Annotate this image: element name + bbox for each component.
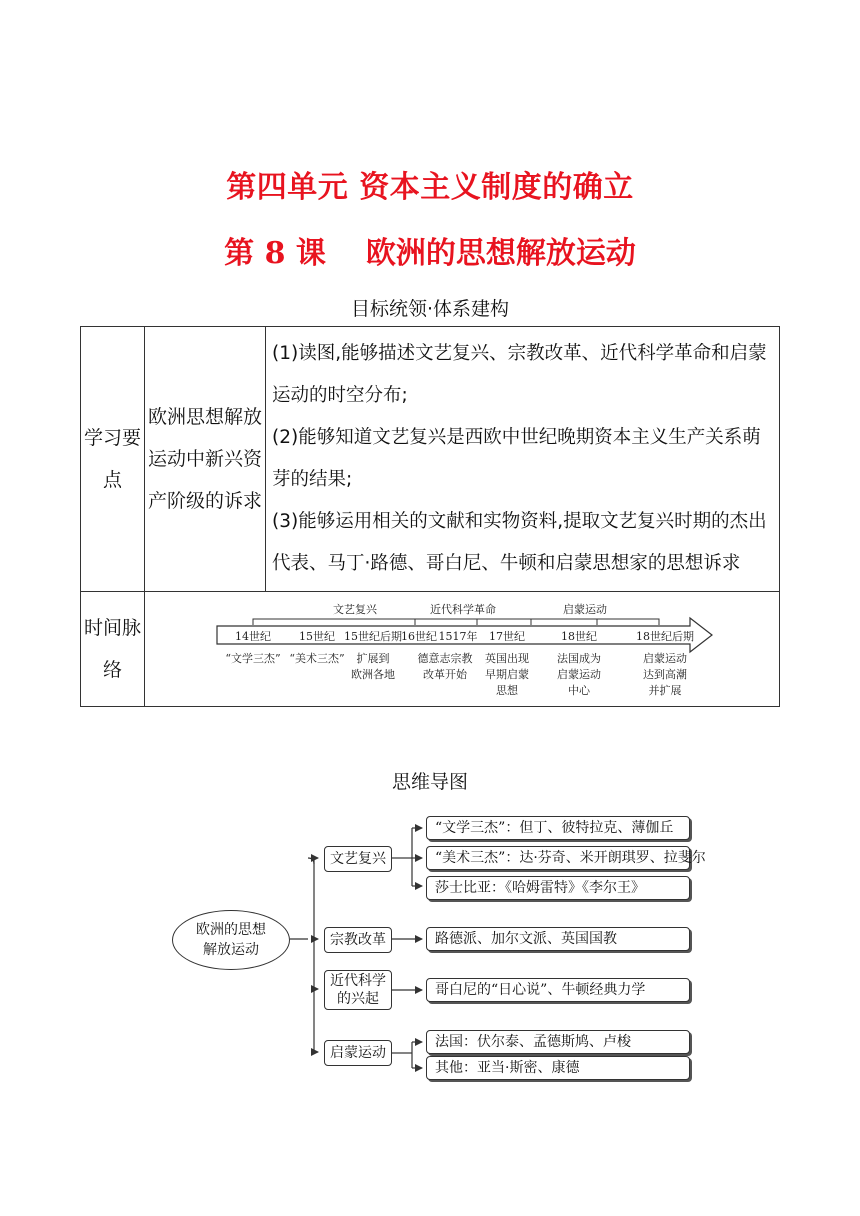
tick-label: 17世纪: [489, 630, 525, 643]
branch-label: 启蒙运动: [330, 1045, 386, 1061]
branch-enlightenment: [324, 1040, 392, 1066]
key-topic: 欧洲思想解放运动中新兴资产阶级的诉求: [145, 327, 266, 592]
tick-label: 18世纪: [561, 630, 597, 643]
leaf-text: 法国：伏尔泰、孟德斯鸠、卢梭: [435, 1034, 631, 1050]
mind-map: [160, 800, 706, 1090]
timeline-diagram: [145, 593, 779, 705]
goals-table: [80, 326, 780, 707]
section-heading-mindmap: 思维导图: [391, 771, 468, 793]
row-label-key-points: 学习要点: [81, 327, 145, 592]
leaf-reformation-sects: [426, 927, 690, 951]
event-text: 扩展到: [356, 652, 390, 665]
branch-label: 文艺复兴: [330, 851, 386, 867]
event-text: 并扩展: [648, 684, 682, 697]
learning-point: (1)读图,能够描述文艺复兴、宗教改革、近代科学革命和启蒙运动的时空分布;: [272, 343, 767, 406]
lesson-name: 欧洲的思想解放运动: [365, 236, 636, 271]
root-line: 解放运动: [203, 942, 259, 958]
section-heading-goals: 目标统领·体系建构: [350, 298, 510, 320]
branch-renaissance: [324, 846, 392, 872]
period-scientific-revolution: 近代科学革命: [430, 603, 496, 616]
tick-label: 1517年: [438, 630, 478, 643]
event-text: “美术三杰”: [289, 652, 345, 665]
timeline-cell: [145, 592, 780, 707]
event-text: 中心: [568, 684, 590, 697]
tick-label: 16世纪: [401, 630, 437, 643]
lesson-prefix: 第: [224, 236, 255, 271]
tick-label: 15世纪后期: [344, 630, 402, 643]
row-label-timeline: 时间脉络: [81, 592, 145, 707]
leaf-text: “文学三杰”：但丁、彼特拉克、薄伽丘: [435, 820, 674, 836]
event-text: 启蒙运动: [643, 652, 687, 665]
leaf-shakespeare: [426, 876, 690, 900]
learning-point: (2)能够知道文艺复兴是西欧中世纪晚期资本主义生产关系萌芽的结果;: [272, 427, 761, 490]
lesson-number: 8: [264, 236, 286, 271]
branch-reformation: [324, 927, 392, 953]
leaf-other-thinkers: [426, 1056, 690, 1080]
leaf-art-trio: [426, 846, 706, 870]
period-renaissance: 文艺复兴: [333, 603, 377, 616]
unit-title: 第四单元 资本主义制度的确立: [226, 170, 634, 205]
learning-points: [266, 327, 780, 592]
lesson-suffix: 课: [295, 236, 326, 271]
leaf-text: 哥白尼的“日心说”、牛顿经典力学: [435, 982, 646, 998]
event-text: 启蒙运动: [557, 668, 601, 681]
lesson-title: [0, 228, 860, 272]
leaf-literature-trio: [426, 816, 690, 840]
event-text: 早期启蒙: [485, 668, 529, 681]
branch-label: 的兴起: [337, 991, 379, 1007]
event-text: 欧洲各地: [351, 668, 395, 681]
branch-science: [324, 970, 392, 1010]
event-text: 德意志宗教: [417, 652, 473, 665]
tick-label: 15世纪: [299, 630, 335, 643]
mind-map-root: [172, 910, 290, 970]
branch-label: 宗教改革: [330, 932, 386, 948]
leaf-science: [426, 978, 690, 1002]
root-line: 欧洲的思想: [196, 922, 266, 938]
tick-label: 14世纪: [235, 630, 271, 643]
event-text: “文学三杰”: [225, 652, 281, 665]
event-text: 改革开始: [423, 668, 467, 681]
leaf-text: 莎士比亚：《哈姆雷特》《李尔王》: [435, 880, 645, 896]
leaf-text: “美术三杰”：达·芬奇、米开朗琪罗、拉斐尔: [435, 850, 706, 866]
branch-label: 近代科学: [330, 973, 386, 989]
leaf-text: 其他：亚当·斯密、康德: [435, 1060, 580, 1076]
table-row: [81, 327, 780, 592]
leaf-france-thinkers: [426, 1030, 690, 1054]
event-text: 思想: [496, 684, 518, 697]
period-enlightenment: 启蒙运动: [563, 603, 607, 616]
learning-point: (3)能够运用相关的文献和实物资料,提取文艺复兴时期的杰出代表、马丁·路德、哥白尼、牛顿和启蒙思想家的思想诉求: [272, 511, 767, 574]
tick-label: 18世纪后期: [636, 630, 694, 643]
event-text: 英国出现: [485, 652, 529, 665]
leaf-text: 路德派、加尔文派、英国国教: [435, 931, 617, 947]
table-row: [81, 592, 780, 707]
event-text: 法国成为: [557, 652, 601, 665]
event-text: 达到高潮: [643, 668, 687, 681]
